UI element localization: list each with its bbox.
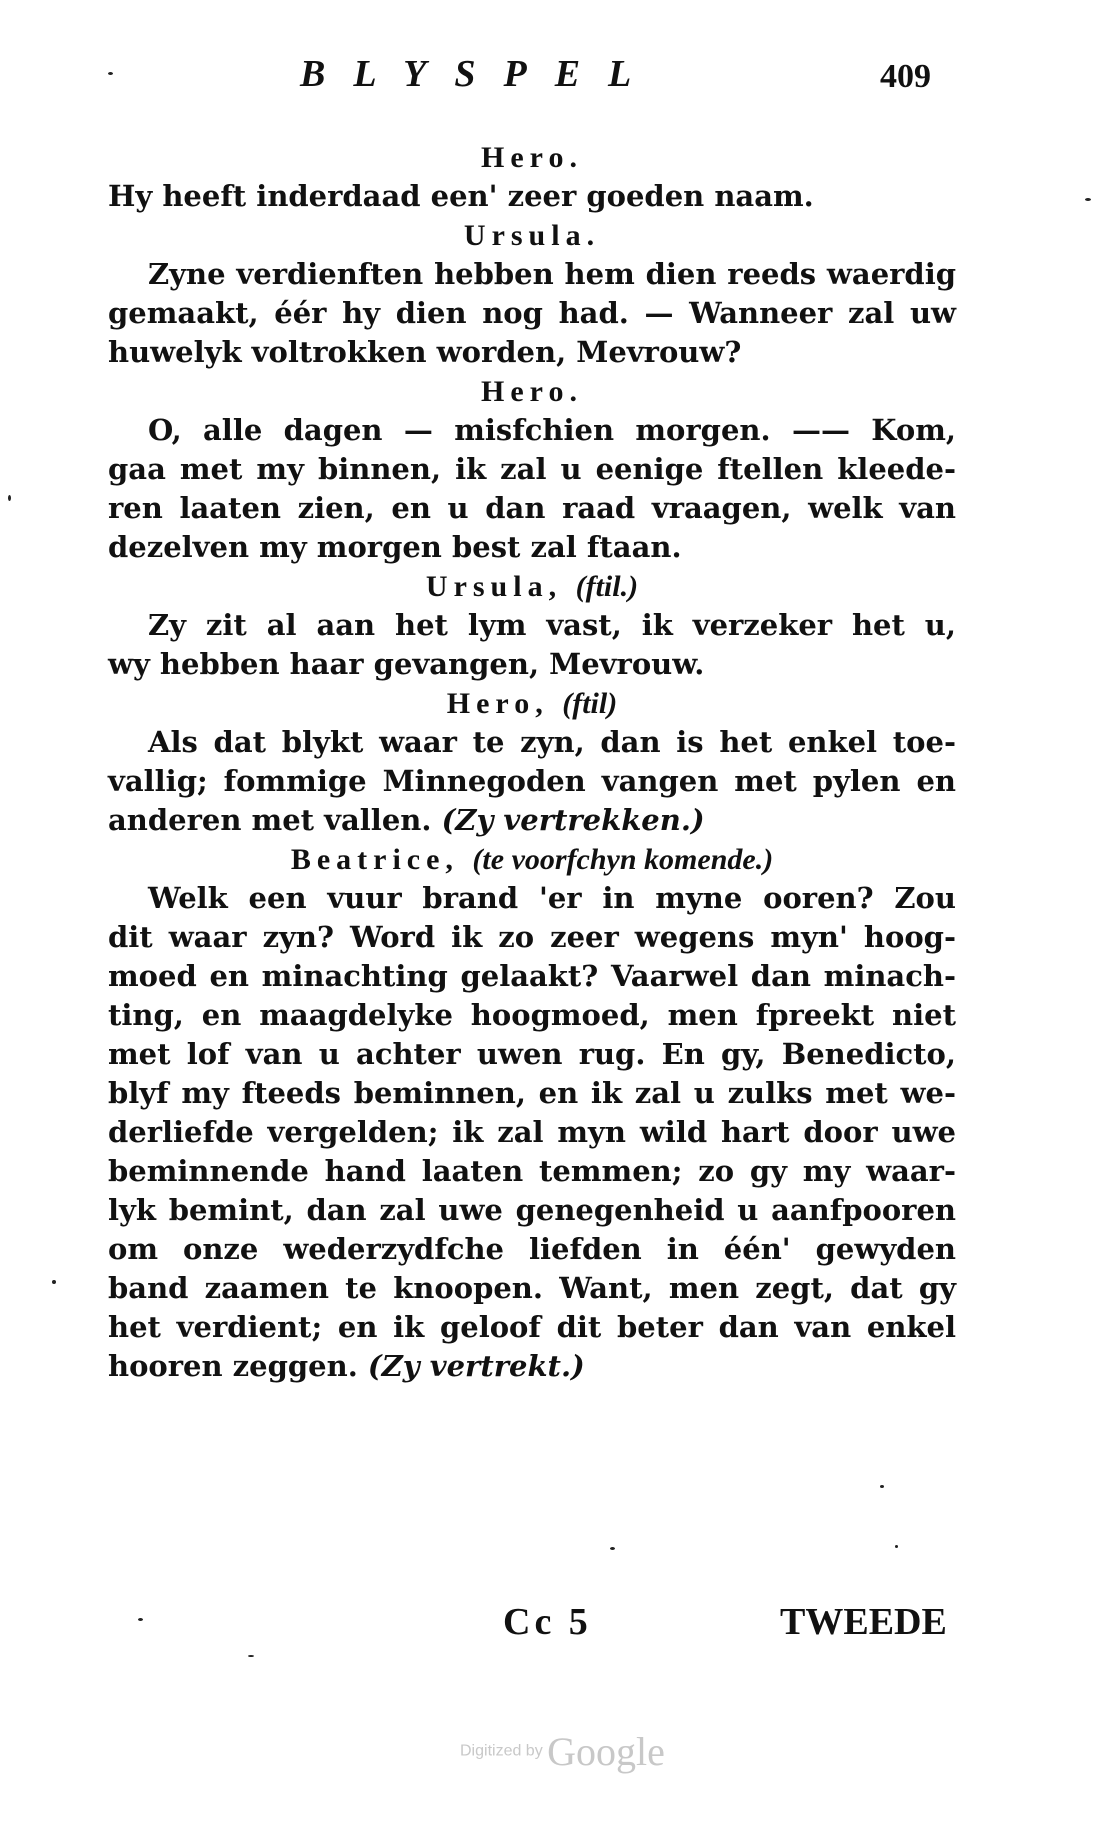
speech-line: Zyne verdienften hebben hem dien reeds waerdig [148, 257, 956, 291]
speech-line: Hy heeft inderdaad een' zeer goeden naam. [108, 179, 814, 213]
speaker-heading [108, 216, 956, 255]
speaker-name: Hero, [446, 687, 549, 720]
paper-speck [8, 495, 11, 501]
speech-line: beminnende hand laaten temmen; zo gy my waar- [108, 1154, 956, 1188]
speech [108, 606, 956, 684]
speaker-name: Hero. [481, 375, 583, 408]
speech-line: om onze wederzydfche liefden in één' gewyden [108, 1232, 956, 1266]
paper-speck [248, 1655, 254, 1657]
speech-line [108, 801, 956, 840]
digitization-watermark [460, 1728, 665, 1775]
speech-line [108, 1347, 956, 1386]
speech-line: dit waar zyn? Word ik zo zeer wegens myn' hoog- [108, 920, 956, 954]
speech-line: ren laaten zien, en u dan raad vraagen, welk van [108, 491, 956, 525]
speech-line: Zy zit al aan het lym vast, ik verzeker het u, [148, 608, 956, 642]
speaker-name: Ursula, [425, 570, 563, 603]
signature-mark: Cc 5 [503, 1601, 592, 1643]
paper-speck [1085, 198, 1091, 201]
speech-line: moed en minachting gelaakt? Vaarwel dan minach- [108, 959, 956, 993]
speech-line: Welk een vuur brand 'er in myne ooren? Zou [148, 881, 956, 915]
speech [108, 255, 956, 372]
speech-line: huwelyk voltrokken worden, Mevrouw? [108, 335, 742, 369]
speech-text: hooren zeggen. [108, 1349, 358, 1383]
paper-speck [52, 1280, 56, 1284]
speech-line: Als dat blykt waar te zyn, dan is het enkel toe- [148, 725, 956, 759]
paper-speck [138, 1618, 143, 1621]
paper-speck [108, 72, 113, 75]
watermark-brand: Google [547, 1729, 665, 1774]
speech [108, 177, 956, 216]
watermark-prefix: Digitized by [460, 1742, 543, 1760]
speech-line: derliefde vergelden; ik zal myn wild hart door uwe [108, 1115, 956, 1149]
speech-line: O, alle dagen — misfchien morgen. —— Kom, [148, 413, 956, 447]
speech-line: band zaamen te knoopen. Want, men zegt, dat gy [108, 1271, 956, 1305]
page-footer [0, 1600, 1118, 1660]
speaker-heading [108, 567, 956, 606]
speech [108, 879, 956, 1386]
paper-speck [610, 1547, 615, 1550]
speaker-heading [108, 138, 956, 177]
page-number: 409 [880, 58, 931, 95]
speech [108, 411, 956, 567]
speaker-name: Hero. [481, 141, 583, 174]
speaker-heading [108, 840, 956, 879]
speaker-name: Beatrice, [290, 843, 459, 876]
catchword: TWEEDE [780, 1601, 947, 1643]
speech-line: dezelven my morgen best zal ftaan. [108, 530, 682, 564]
stage-direction: (Zy vertrekt.) [367, 1349, 585, 1383]
paper-speck [880, 1485, 884, 1488]
speech-text: anderen met vallen. [108, 803, 432, 837]
paper-speck [895, 1545, 898, 1548]
speech-line: gaa met my binnen, ik zal u eenige ftellen kleede- [108, 452, 956, 486]
speech-line: blyf my fteeds beminnen, en ik zal u zulks met we- [108, 1076, 956, 1110]
running-title: BLYSPEL [300, 53, 660, 95]
stage-direction: (ftil.) [575, 570, 639, 603]
play-text [108, 138, 956, 1386]
speaker-name: Ursula. [463, 219, 601, 252]
stage-direction: (te voorfchyn komende.) [472, 843, 774, 876]
speech-line: vallig; fommige Minnegoden vangen met pylen en [108, 764, 956, 798]
speech-line: wy hebben haar gevangen, Mevrouw. [108, 647, 705, 681]
speech-line: gemaakt, éér hy dien nog had. — Wanneer zal uw [108, 296, 956, 330]
speech-line: met lof van u achter uwen rug. En gy, Benedicto, [108, 1037, 956, 1071]
speech-line: ting, en maagdelyke hoogmoed, men fpreekt niet [108, 998, 956, 1032]
speaker-heading [108, 684, 956, 723]
speaker-heading [108, 372, 956, 411]
stage-direction: (ftil) [562, 687, 618, 720]
speech-line: lyk bemint, dan zal uwe genegenheid u aanfpooren [108, 1193, 956, 1227]
speech-line: het verdient; en ik geloof dit beter dan van enkel [108, 1310, 956, 1344]
stage-direction: (Zy vertrekken.) [441, 803, 705, 837]
speech [108, 723, 956, 840]
